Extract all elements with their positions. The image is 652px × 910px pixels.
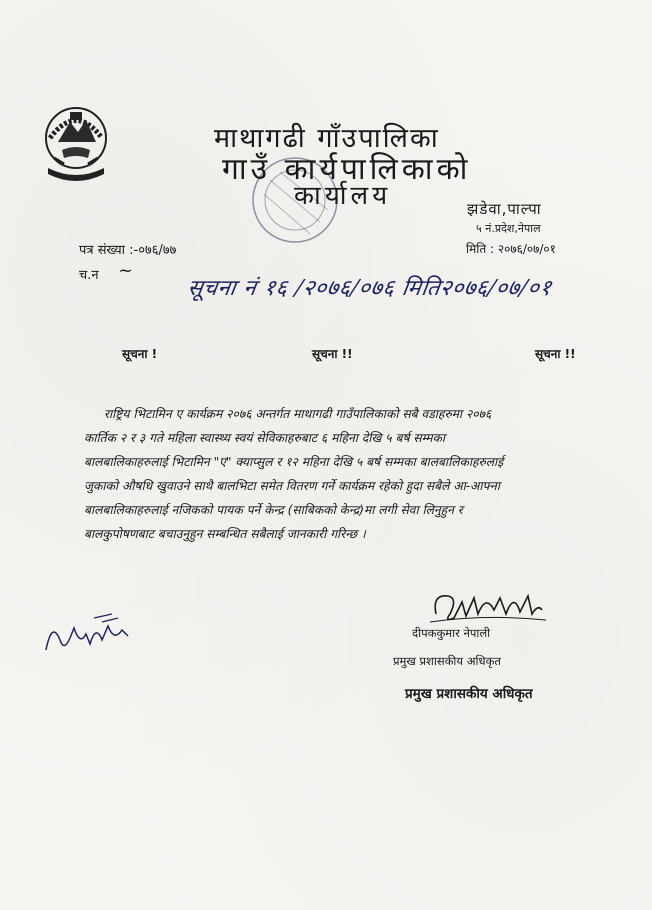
letter-date: मिति : २०७६/०७/०१ [466,242,556,256]
letter-number: पत्र संख्या :-०७६/७७ [79,243,177,258]
body-line: कार्तिक २ र ३ गते महिला स्वास्थ्य स्वयं सेविकाहरुबाट ६ महिना देखि ५ बर्ष सम्मका [84,431,446,445]
handwritten-notice-number: सूचना नं १६ /२०७६/०७६ मिति२०७६/०७/०१ [186,276,554,301]
body-line: बालकुपोषणबाट बचाउनुहुन सम्बन्धित सबैलाई जानकारी गरिन्छ । [84,527,366,541]
dispatch-mark: ~ [118,260,134,281]
notice-heading-center: सूचना !! [312,347,353,361]
signatory-name: दीपककुमार नेपाली [412,626,491,640]
office-location: झडेवा,पाल्पा [467,200,542,218]
initial-scribble [42,610,132,660]
office-province: ५ नं.प्रदेश,नेपाल [476,222,541,235]
office-name-line-2: गाउँ कार्यपालिकाको [222,152,472,187]
notice-body [84,402,594,546]
signature-scribble [428,584,548,628]
nepal-emblem-icon [40,98,112,190]
notice-heading-left: सूचना ! [122,347,158,361]
body-line: राष्ट्रिय भिटामिन ए कार्यक्रम २०७६ अन्तर्गत माथागढी गाउँपालिकाको सबै वडाहरुमा २०७६ [104,407,492,421]
signatory-title: प्रमुख प्रशासकीय अधिकृत [393,654,501,668]
office-name-line-1: माथागढी गाँउपालिका [214,123,440,154]
body-line: जुकाको औषधि खुवाउने साथै बालभिटा समेत वितरण गर्ने कार्यक्रम रहेको हुदा सबैले आ-आफ्ना [84,479,500,493]
dispatch-number: च.न [79,268,99,283]
body-line: बालबालिकाहरुलाई नजिकको पायक पर्ने केन्द्र (साबिकको केन्द्र)मा लगी सेवा लिनुहुन र [84,503,463,517]
signatory-title-stamp: प्रमुख प्रशासकीय अधिकृत [405,686,533,702]
office-name-line-3: कार्यालय [294,181,392,211]
notice-heading-right: सूचना !! [535,347,576,361]
body-line: बालबालिकाहरुलाई भिटामिन "ए" क्याप्सुल र १२ महिना देखि ५ बर्ष सम्मका बालबालिकाहरुलाई [84,455,504,469]
